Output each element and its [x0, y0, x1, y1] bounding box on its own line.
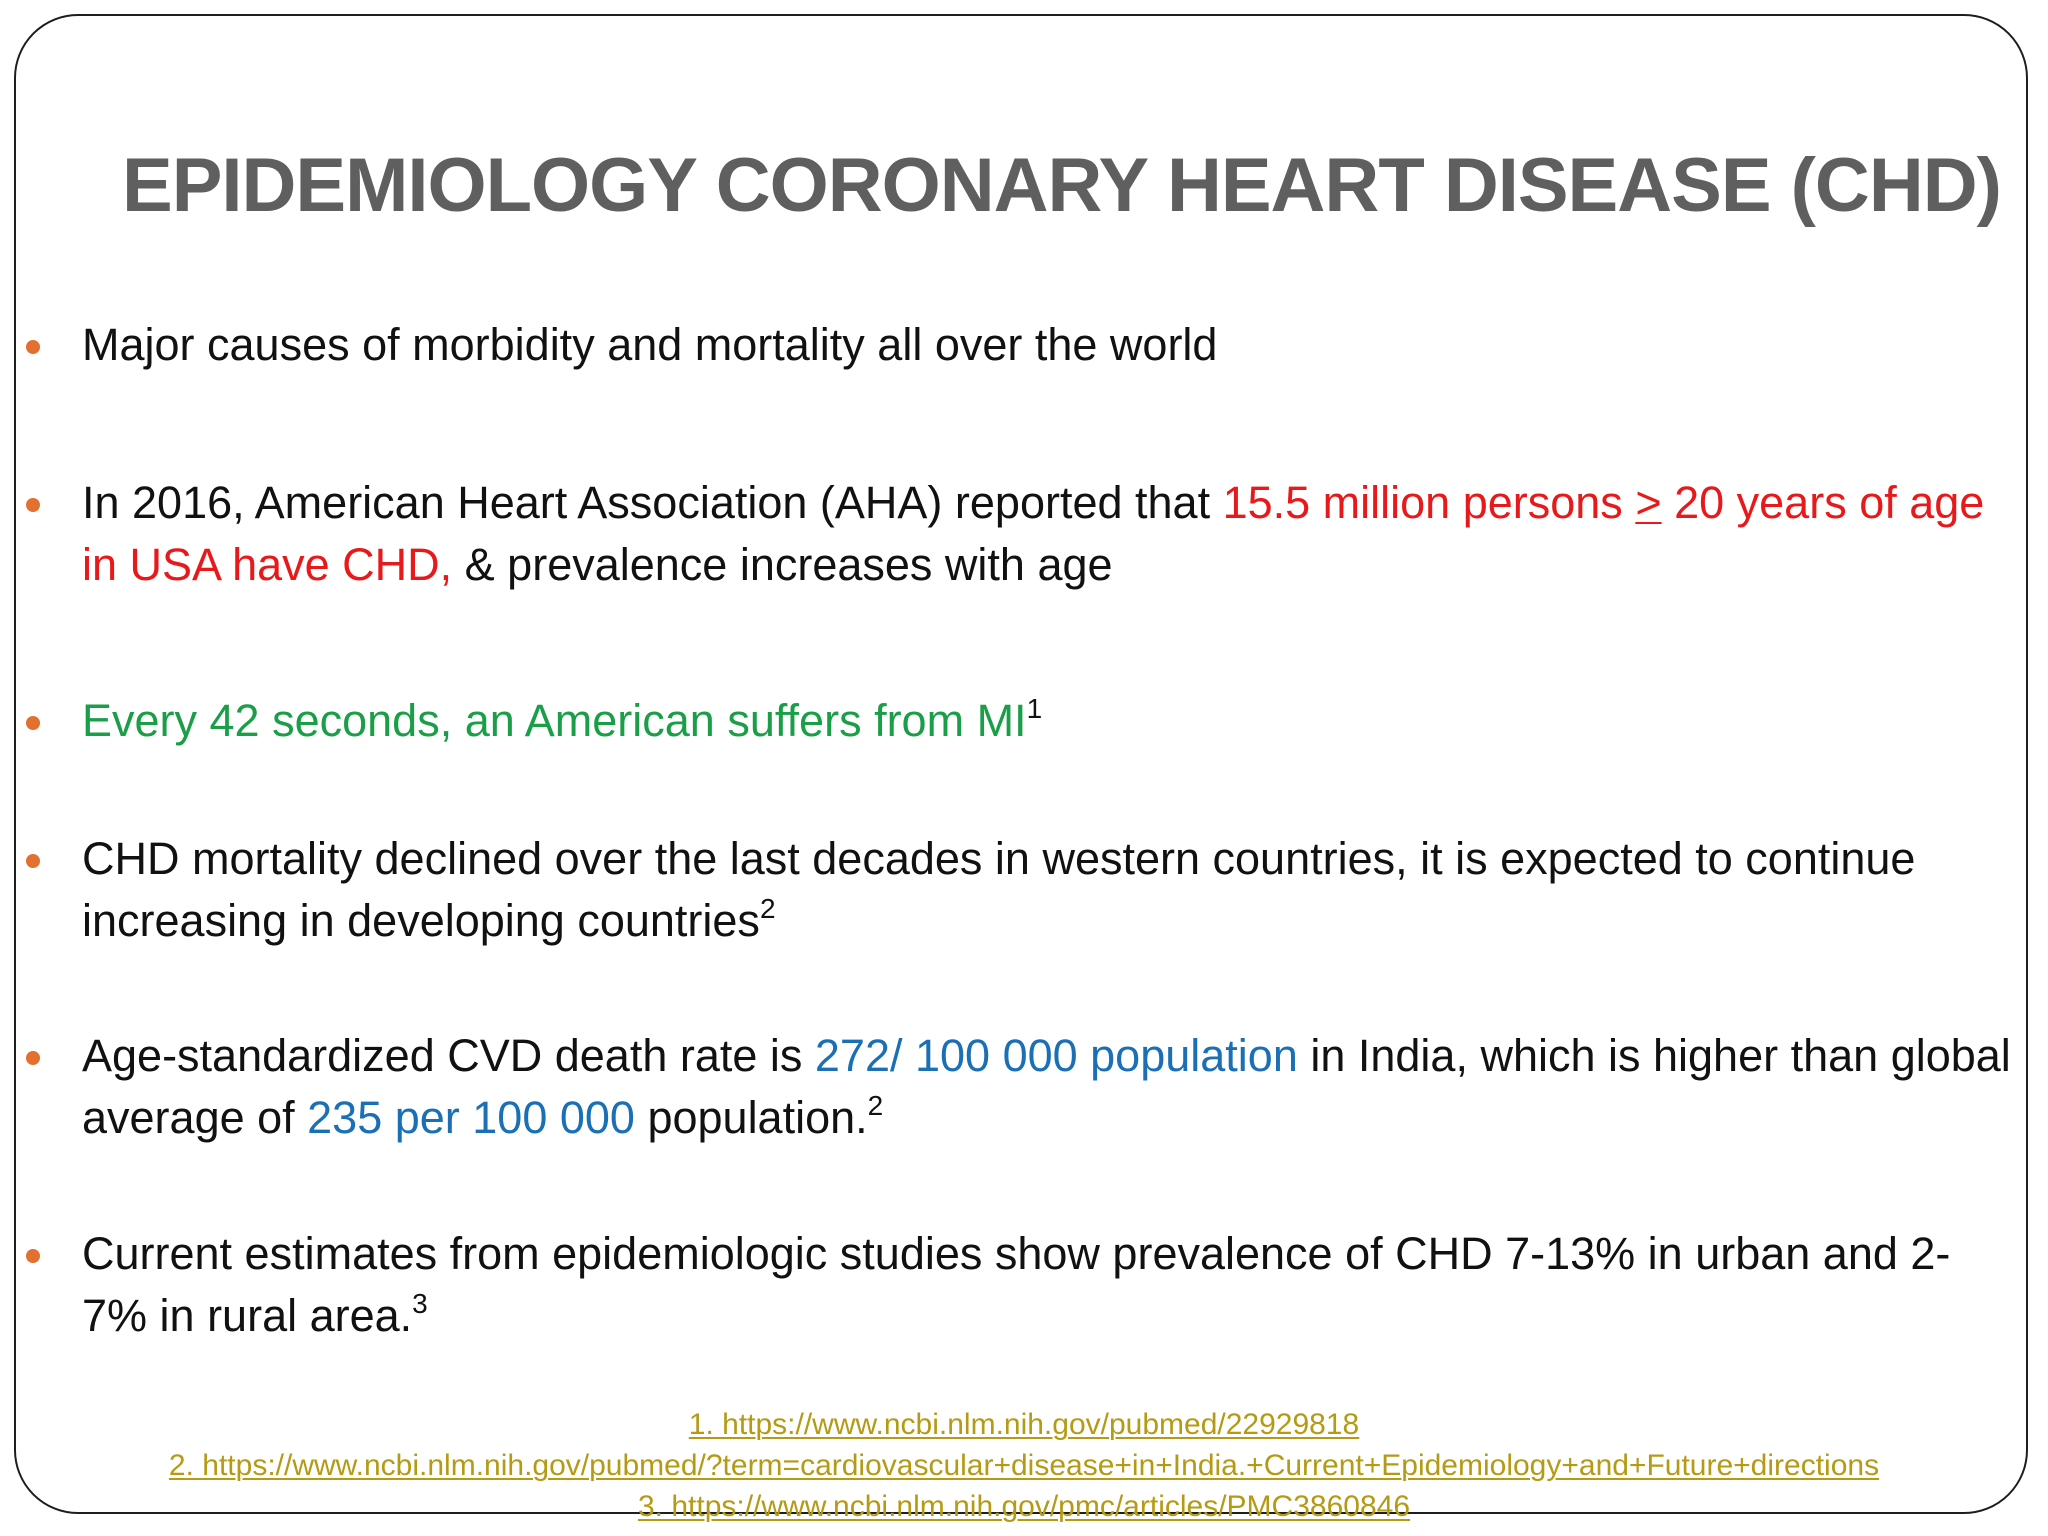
bullet-item	[82, 1025, 2012, 1149]
slide-title: EPIDEMIOLOGY CORONARY HEART DISEASE (CHD)	[122, 143, 2001, 228]
bullet-dot-icon	[26, 1249, 40, 1263]
bullet-item	[82, 828, 2012, 952]
bullet-text: population.	[634, 1092, 868, 1143]
references	[0, 1404, 2048, 1527]
reference-link-1[interactable]: 1. https://www.ncbi.nlm.nih.gov/pubmed/22929818	[688, 1408, 1360, 1441]
bullet-text: Age-standardized CVD death rate is	[82, 1030, 815, 1081]
citation-superscript: 2	[867, 1090, 884, 1121]
bullet-text: In 2016, American Heart Association (AHA) reported that	[82, 477, 1223, 528]
highlight-blue-text: 235 per 100 000	[307, 1092, 635, 1143]
highlight-red-text: 15.5 million persons	[1222, 477, 1636, 528]
bullet-dot-icon	[26, 340, 40, 354]
citation-superscript: 3	[412, 1288, 428, 1319]
bullet-item	[82, 1223, 2012, 1347]
bullet-item	[82, 472, 2012, 596]
bullet-dot-icon	[26, 498, 40, 512]
highlight-red-text: 20 years of age in USA have CHD,	[82, 477, 1985, 590]
bullet-text: in India, which is higher than global average of	[82, 1030, 2011, 1143]
bullet-text: Major causes of morbidity and mortality all over the world	[82, 319, 1218, 370]
citation-superscript: 2	[759, 893, 776, 924]
bullet-dot-icon	[26, 854, 40, 868]
reference-link-3[interactable]: 3. https://www.ncbi.nlm.nih.gov/pmc/articles/PMC3860846	[637, 1490, 1411, 1523]
greater-equal-symbol: >	[1635, 477, 1662, 528]
highlight-blue-text: 272/ 100 000 population	[814, 1030, 1298, 1081]
bullet-dot-icon	[26, 1051, 40, 1065]
bullet-text: CHD mortality declined over the last decades in western countries, it is expected to continue increasing in developing countries	[82, 833, 1916, 946]
bullet-item	[82, 690, 2012, 752]
citation-superscript: 1	[1026, 693, 1043, 724]
highlight-green-text: Every 42 seconds, an American suffers from MI	[82, 695, 1027, 746]
bullet-text: & prevalence increases with age	[452, 539, 1113, 590]
bullet-item	[82, 314, 2012, 376]
reference-link-2[interactable]: 2. https://www.ncbi.nlm.nih.gov/pubmed/?term=cardiovascular+disease+in+India.+Current+Epidemiology+and+Future+directions	[168, 1449, 1880, 1482]
bullet-dot-icon	[26, 716, 40, 730]
bullet-text: Current estimates from epidemiologic studies show prevalence of CHD 7-13% in urban and 2-7% in rural area.	[82, 1228, 1951, 1341]
